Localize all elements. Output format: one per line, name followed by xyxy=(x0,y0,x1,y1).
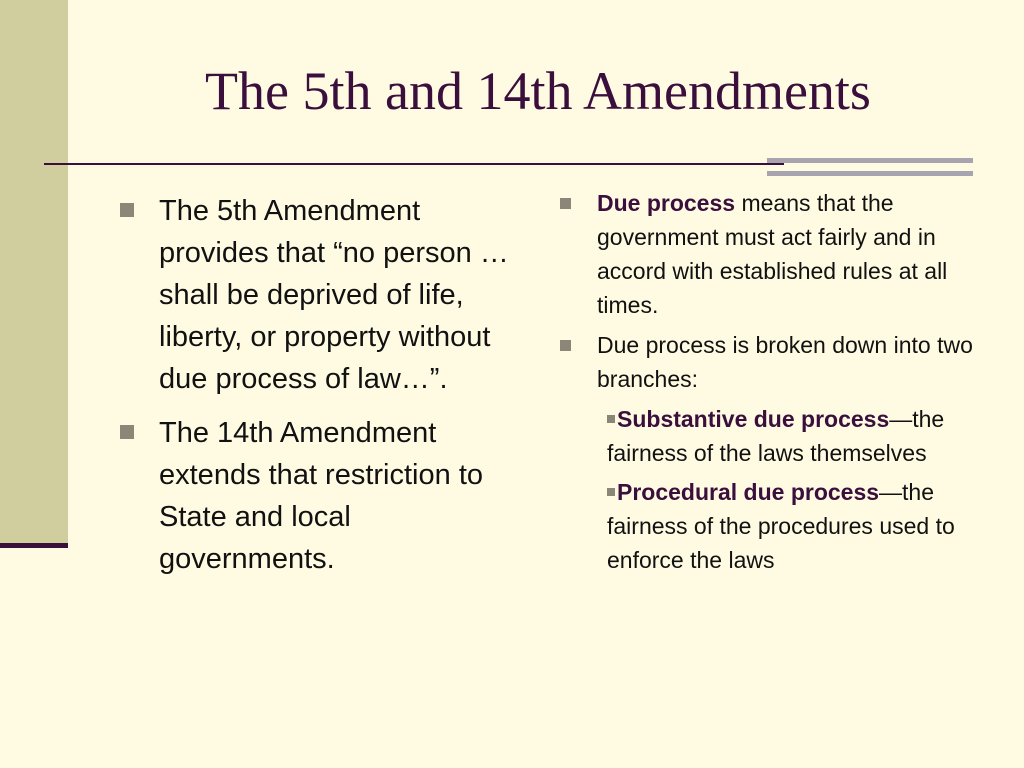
sub-bullet-procedural xyxy=(607,475,974,577)
definition-text: means that the government must act fairly and in accord with established rules at all times. xyxy=(597,190,948,318)
right-bullet-1 xyxy=(554,186,974,322)
square-bullet-icon xyxy=(607,415,615,423)
term-procedural-due-process: Procedural due process xyxy=(617,479,880,505)
accent-bar-top xyxy=(767,158,973,163)
left-bullet-2 xyxy=(112,412,527,580)
bullet-text: The 5th Amendment provides that “no person … shall be deprived of life, liberty, or property without due process of law…”. xyxy=(159,195,509,395)
slide-title: The 5th and 14th Amendments xyxy=(205,61,871,121)
sub-bullet-text: —the fairness of the laws themselves xyxy=(607,406,945,466)
term-due-process: Due process xyxy=(597,190,736,216)
square-bullet-icon xyxy=(560,340,571,351)
square-bullet-icon xyxy=(560,198,571,209)
left-column xyxy=(112,190,527,592)
square-bullet-icon xyxy=(120,425,134,439)
sub-bullet-text: —the fairness of the procedures used to enforce the laws xyxy=(607,479,955,573)
title-divider xyxy=(44,163,784,165)
bullet-text: The 14th Amendment extends that restriction to State and local governments. xyxy=(159,417,483,575)
accent-bar-bottom xyxy=(767,171,973,176)
square-bullet-icon xyxy=(607,488,615,496)
term-substantive-due-process: Substantive due process xyxy=(617,406,890,432)
bullet-text xyxy=(597,186,974,322)
right-column xyxy=(554,186,974,582)
square-bullet-icon xyxy=(120,203,134,217)
left-bar-underline xyxy=(0,543,68,548)
bullet-text: Due process is broken down into two branches: xyxy=(597,332,973,392)
sub-bullet-substantive xyxy=(607,402,974,470)
right-bullet-2 xyxy=(554,328,974,396)
left-bullet-1 xyxy=(112,190,527,400)
